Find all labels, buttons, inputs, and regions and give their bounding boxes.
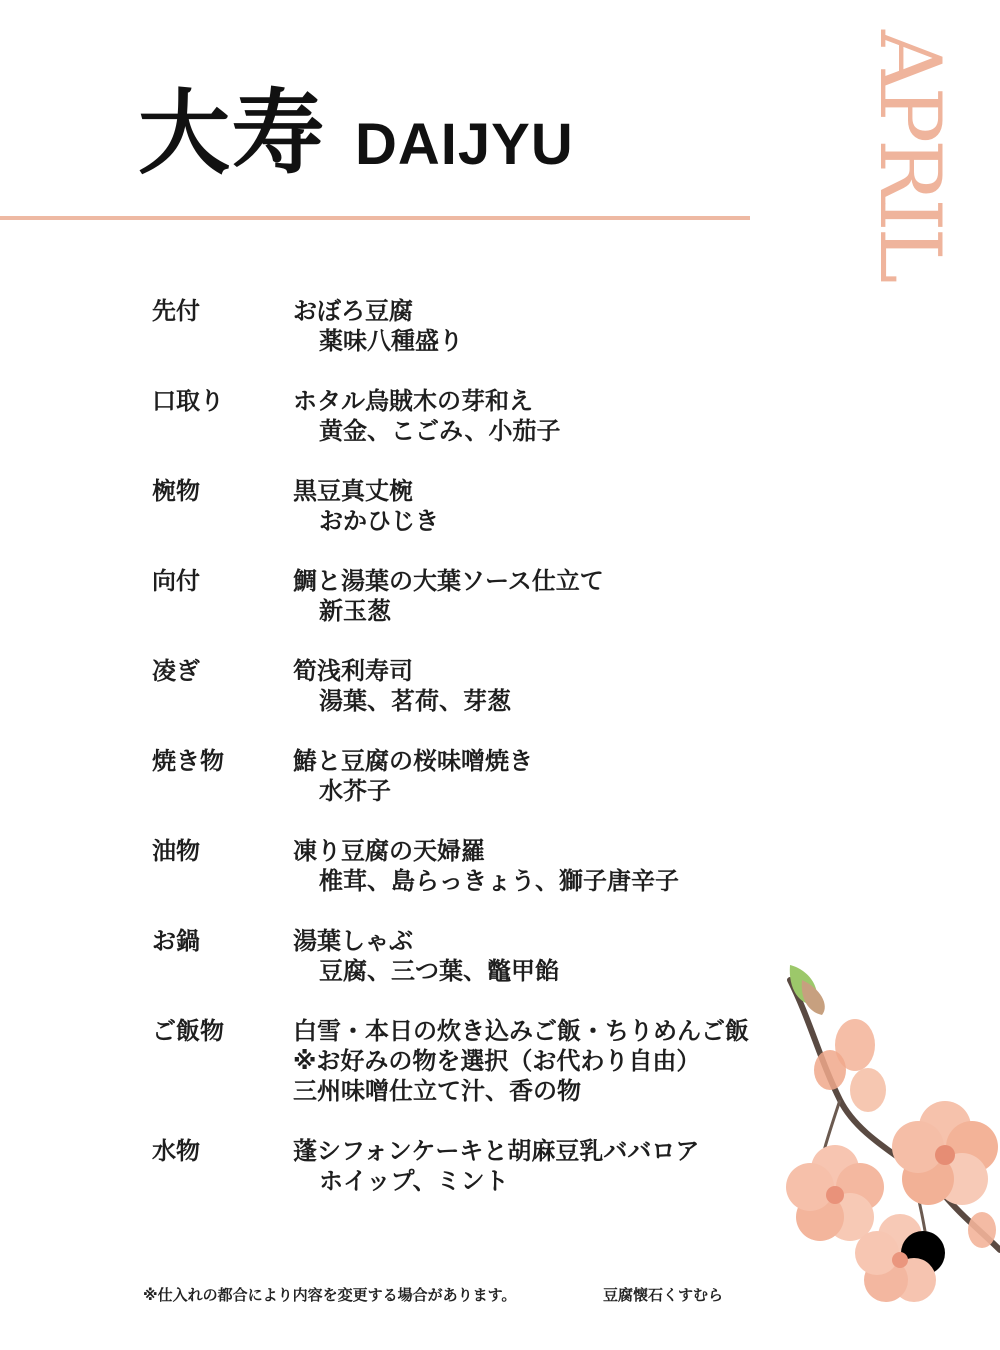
course-label: 先付 [152,297,200,325]
cherry-blossom-illustration [760,960,1000,1320]
course-main-dish: 白雪・本日の炊き込みご飯・ちりめんご飯 [293,1017,749,1045]
course-garnish: 新玉葱 [319,597,391,625]
course-garnish: 黄金、こごみ、小茄子 [319,417,561,445]
course-note: ※お好みの物を選択（お代わり自由） [293,1047,701,1075]
course-garnish: 豆腐、三つ葉、鼈甲餡 [319,957,559,985]
course-garnish: おかひじき [319,507,439,535]
course-main-dish: 筍浅利寿司 [293,657,413,685]
course-garnish: 水芥子 [319,777,391,805]
course-main-dish: おぼろ豆腐 [293,297,413,325]
title-divider [0,216,750,220]
course-main-dish: 湯葉しゃぶ [293,927,413,955]
footer-disclaimer: ※仕入れの都合により内容を変更する場合があります。 [143,1286,517,1304]
course-label: ご飯物 [152,1017,224,1045]
course-main-dish: 凍り豆腐の天婦羅 [293,837,485,865]
course-garnish: 湯葉、茗荷、芽葱 [319,687,511,715]
course-label: 凌ぎ [152,657,200,685]
course-garnish: ホイップ、ミント [319,1167,509,1195]
course-side: 三州味噌仕立て汁、香の物 [293,1077,581,1105]
course-main-dish: 鯛と湯葉の大葉ソース仕立て [293,567,604,595]
course-label: 向付 [152,567,200,595]
course-label: 焼き物 [152,747,224,775]
course-main-dish: ホタル烏賊木の芽和え [293,387,533,415]
course-main-dish: 蓬シフォンケーキと胡麻豆乳ババロア [293,1137,700,1165]
month-label: APRIL [861,30,959,280]
course-label: 油物 [152,837,200,865]
course-label: 口取り [152,387,224,415]
footer-shop-name: 豆腐懐石くすむら [603,1286,724,1304]
course-main-dish: 黒豆真丈椀 [293,477,413,505]
course-garnish: 薬味八種盛り [319,327,463,355]
course-label: 椀物 [152,477,200,505]
course-garnish: 椎茸、島らっきょう、獅子唐辛子 [319,867,679,895]
title-kanji: 大寿 [138,80,327,187]
course-label: お鍋 [152,927,200,955]
title-roman: DAIJYU [355,112,574,177]
course-label: 水物 [152,1137,200,1165]
course-main-dish: 鰆と豆腐の桜味噌焼き [293,747,533,775]
